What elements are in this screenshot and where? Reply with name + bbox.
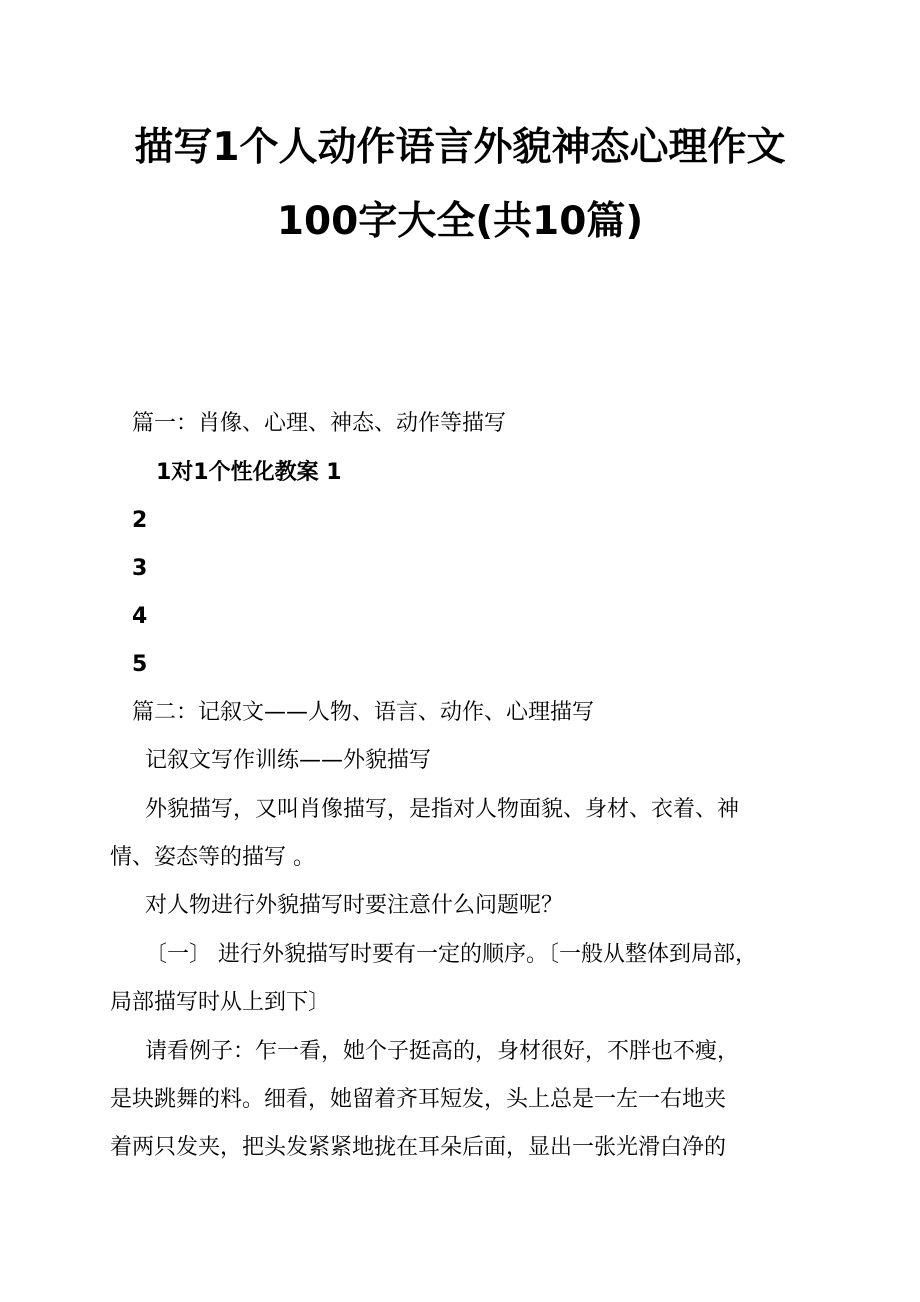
example-line-2: 是块跳舞的料。细看，她留着齐耳短发，头上总是一左一右地夹 — [110, 1087, 727, 1112]
document-title-line-2: 100字大全(共10篇) — [276, 199, 644, 244]
example-line-3: 着两只发夹，把头发紧紧地拢在耳朵后面，显出一张光滑白净的 — [110, 1135, 727, 1160]
list-item-5: 5 — [132, 652, 148, 677]
section-2-heading: 篇二：记叙文——人物、语言、动作、心理描写 — [132, 700, 595, 725]
point-1-line-1: 〔一〕 进行外貌描写时要有一定的顺序。〔一般从整体到局部， — [145, 942, 757, 967]
paragraph-1-line-2: 情、姿态等的描写 。 — [110, 845, 315, 870]
list-item-1: 1对1个性化教案 1 — [156, 460, 342, 485]
point-1-line-2: 局部描写时从上到下〕 — [110, 990, 331, 1015]
document-title-line-1: 描写1个人动作语言外貌神态心理作文 — [134, 125, 786, 170]
subheading: 记叙文写作训练——外貌描写 — [145, 748, 432, 773]
example-line-1: 请看例子：乍一看，她个子挺高的，身材很好，不胖也不瘦， — [145, 1039, 740, 1064]
section-1-heading: 篇一：肖像、心理、神态、动作等描写 — [132, 411, 507, 436]
list-item-3: 3 — [132, 556, 148, 581]
paragraph-1-line-1: 外貌描写，又叫肖像描写，是指对人物面貌、身材、衣着、神 — [145, 797, 740, 822]
question-line: 对人物进行外貌描写时要注意什么问题呢？ — [145, 893, 564, 918]
list-item-2: 2 — [132, 508, 148, 533]
list-item-4: 4 — [132, 604, 148, 629]
